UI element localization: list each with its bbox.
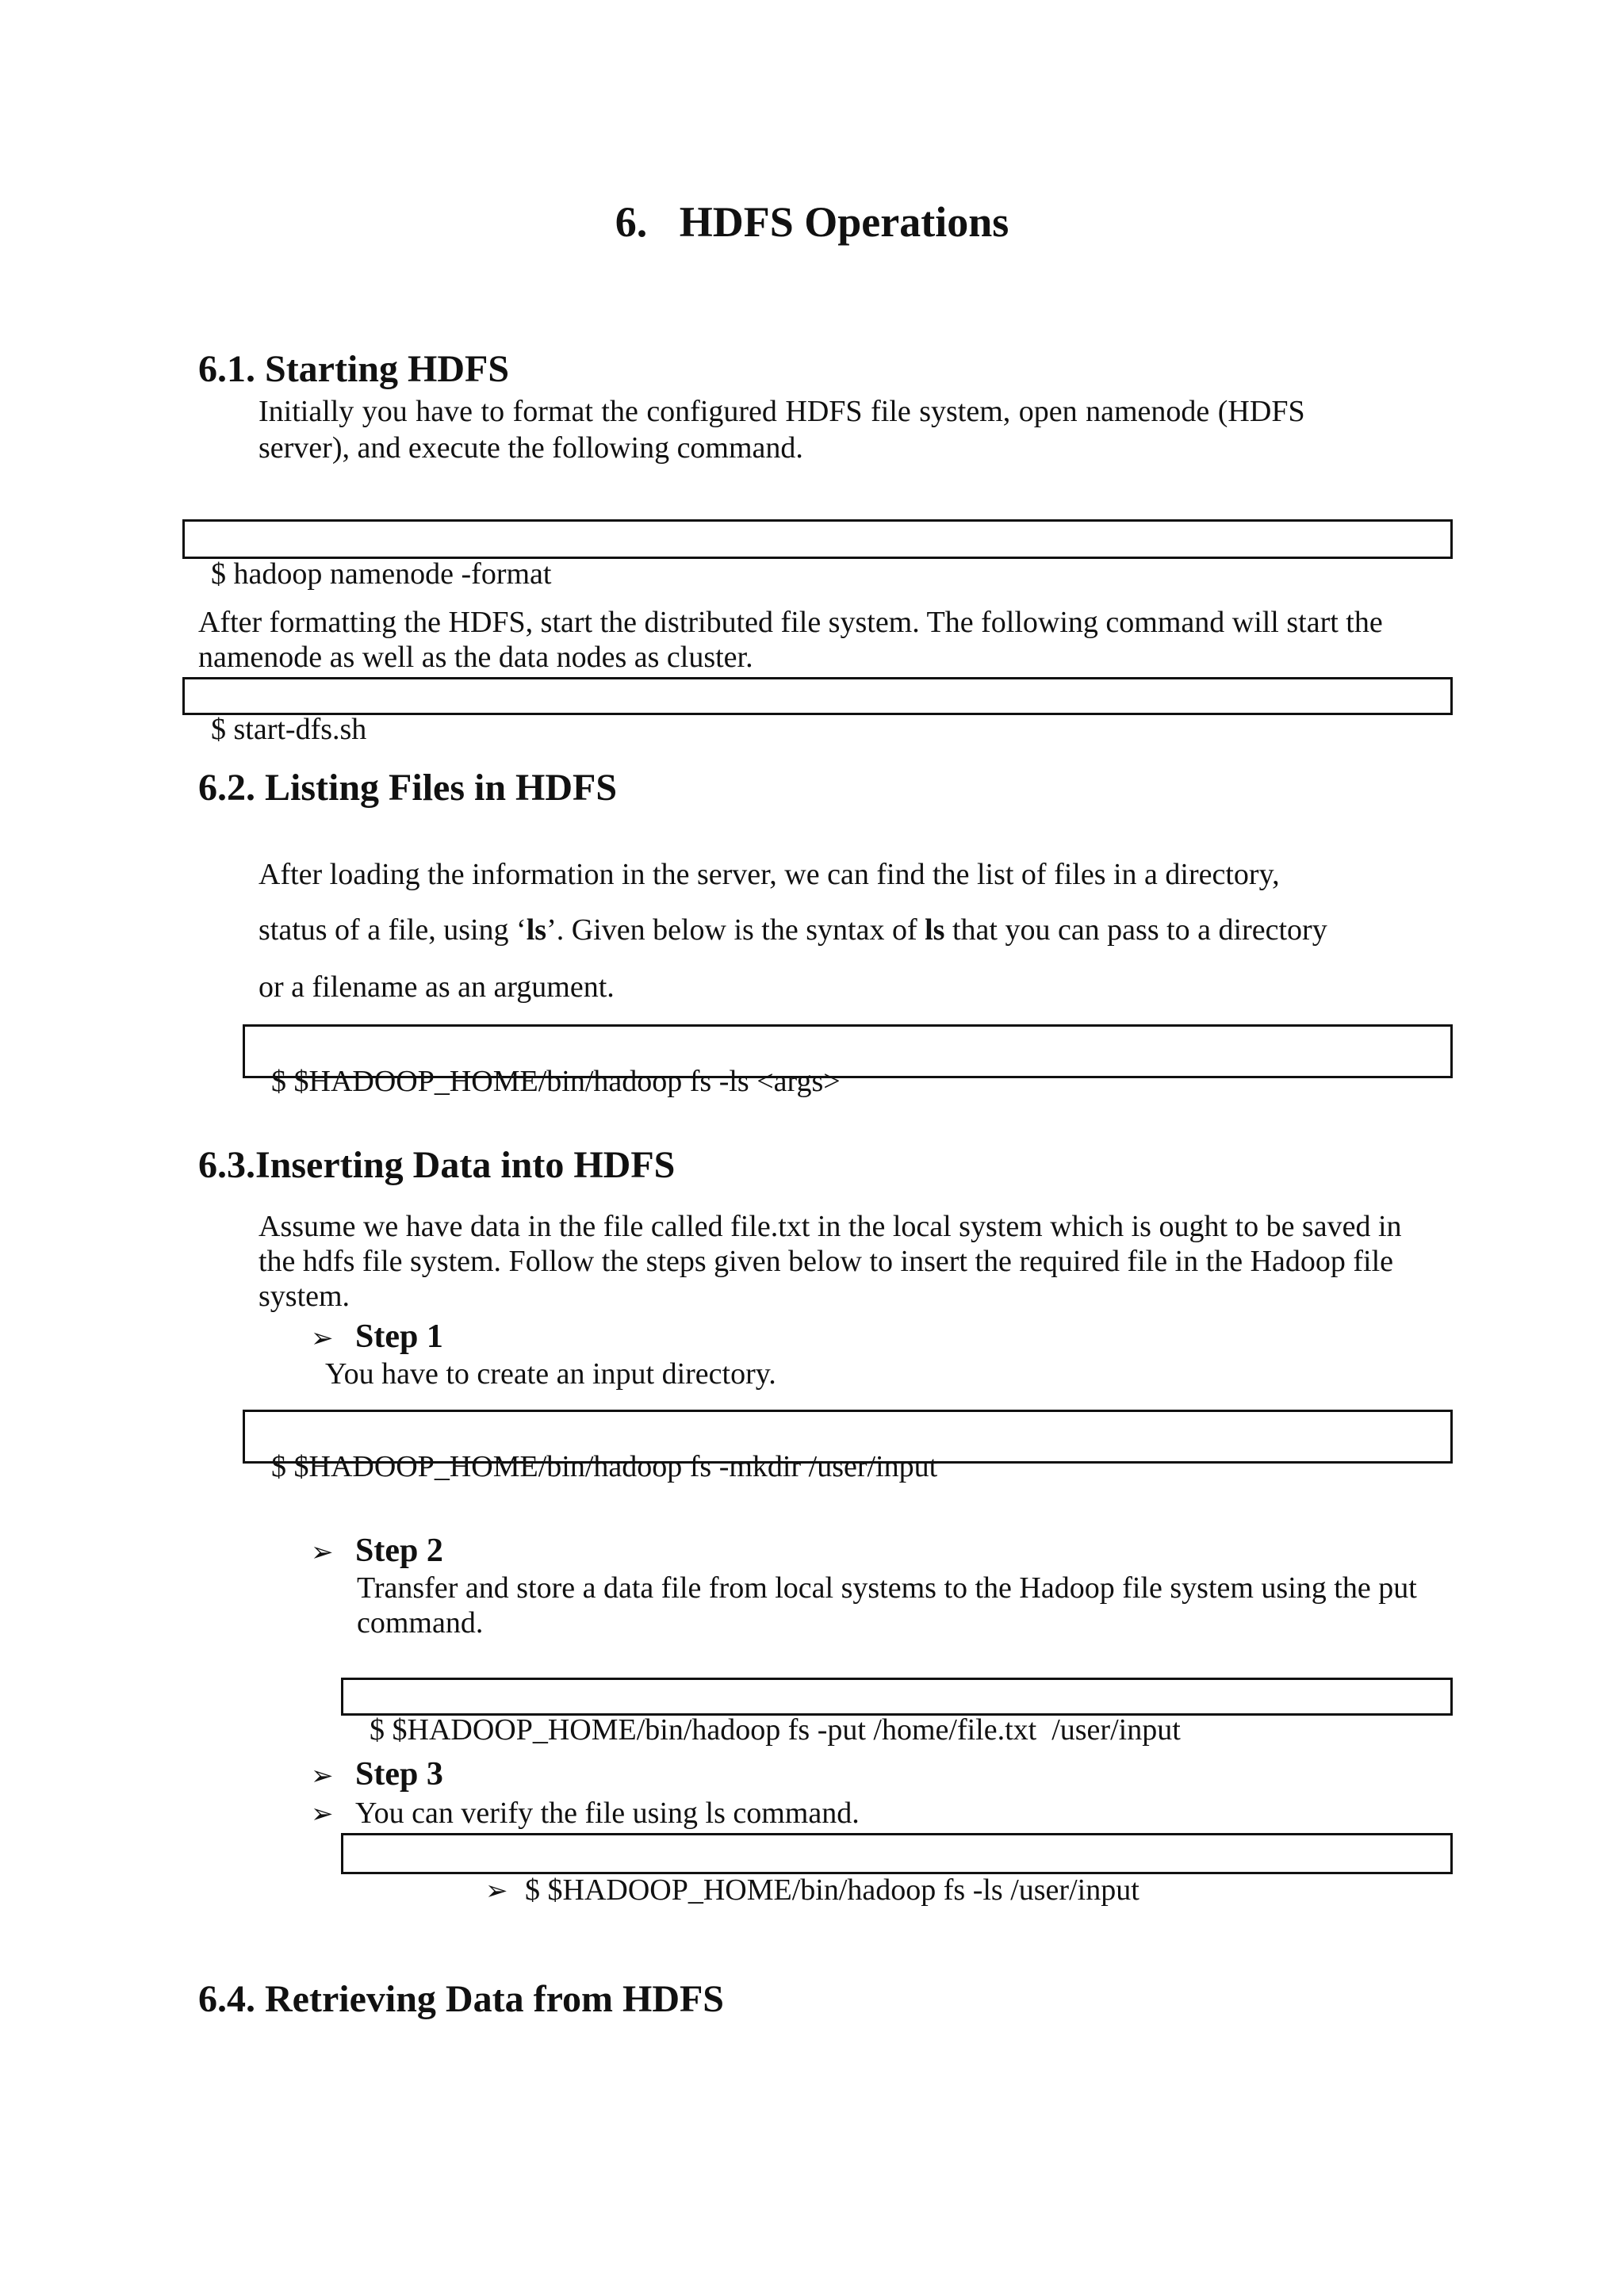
code-box-verify-ls	[341, 1833, 1453, 1907]
chapter-title	[0, 190, 1624, 254]
section-heading-listing-files: 6.2. Listing Files in HDFS	[198, 767, 618, 809]
step-2-text-line-2: command.	[357, 1606, 484, 1640]
inline-code-ls: ls	[526, 913, 547, 947]
arrow-bullet-icon: ➢	[311, 1760, 334, 1792]
code-box-ls-args	[243, 1024, 1453, 1098]
arrow-bullet-icon: ➢	[485, 1875, 508, 1907]
step-2-text-line-1: Transfer and store a data file from local systems to the Hadoop file system using the put	[357, 1571, 1417, 1605]
text-run: status of a file, using ‘	[259, 913, 527, 947]
code-box-start-dfs	[182, 677, 1453, 746]
listing-para-line-3: or a filename as an argument.	[259, 970, 615, 1004]
step-3-text-content: You can verify the file using ls command.	[355, 1797, 860, 1830]
arrow-bullet-icon: ➢	[311, 1322, 334, 1354]
text-run: ’. Given below is the syntax of	[546, 913, 925, 947]
chapter-number: 6.	[615, 198, 648, 246]
intro-line-2: server), and execute the following command.	[259, 431, 803, 465]
insert-para-line-3: system.	[259, 1280, 350, 1313]
step-3-heading	[311, 1752, 443, 1798]
section-heading-inserting-data: 6.3.Inserting Data into HDFS	[198, 1144, 676, 1186]
code-text: $ $HADOOP_HOME/bin/hadoop fs -ls <args>	[271, 1065, 841, 1098]
chapter-title-text: HDFS Operations	[679, 198, 1009, 246]
section-heading-retrieving-data: 6.4. Retrieving Data from HDFS	[198, 1978, 724, 2020]
insert-para-line-1: Assume we have data in the file called file.txt in the local system which is ought to be saved in	[259, 1210, 1402, 1243]
insert-para-line-2: the hdfs file system. Follow the steps given below to insert the required file in the Hadoop file	[259, 1245, 1394, 1278]
code-text: $ $HADOOP_HOME/bin/hadoop fs -ls /user/input	[525, 1873, 1139, 1907]
code-box-put	[341, 1678, 1453, 1747]
listing-para-line-2	[259, 912, 1327, 948]
section-heading-starting-hdfs: 6.1. Starting HDFS	[198, 348, 510, 390]
step-3-text	[311, 1795, 860, 1832]
code-text: $ $HADOOP_HOME/bin/hadoop fs -mkdir /user/input	[271, 1450, 938, 1483]
intro-line-1: Initially you have to format the configured HDFS file system, open namenode (HDFS	[259, 395, 1305, 428]
step-1-text: You have to create an input directory.	[325, 1357, 776, 1391]
step-2-label: Step 2	[355, 1533, 443, 1569]
inline-code-ls: ls	[925, 913, 945, 947]
code-text: $ hadoop namenode -format	[211, 557, 552, 591]
listing-para-line-1: After loading the information in the server, we can find the list of files in a directory,	[259, 858, 1280, 891]
after-format-line-1: After formatting the HDFS, start the distributed file system. The following command will start the	[198, 606, 1383, 639]
step-2-heading	[311, 1529, 443, 1575]
step-3-label: Step 3	[355, 1756, 443, 1793]
code-text: $ $HADOOP_HOME/bin/hadoop fs -put /home/file.txt /user/input	[370, 1713, 1181, 1747]
arrow-bullet-icon: ➢	[311, 1798, 334, 1830]
arrow-bullet-icon: ➢	[311, 1536, 334, 1568]
code-text: $ start-dfs.sh	[211, 713, 367, 746]
text-run: that you can pass to a directory	[944, 913, 1327, 947]
after-format-line-2: namenode as well as the data nodes as cluster.	[198, 641, 753, 674]
code-box-namenode-format	[182, 519, 1453, 591]
step-1-label: Step 1	[355, 1318, 443, 1355]
code-box-mkdir	[243, 1410, 1453, 1483]
step-1-heading	[311, 1314, 443, 1360]
